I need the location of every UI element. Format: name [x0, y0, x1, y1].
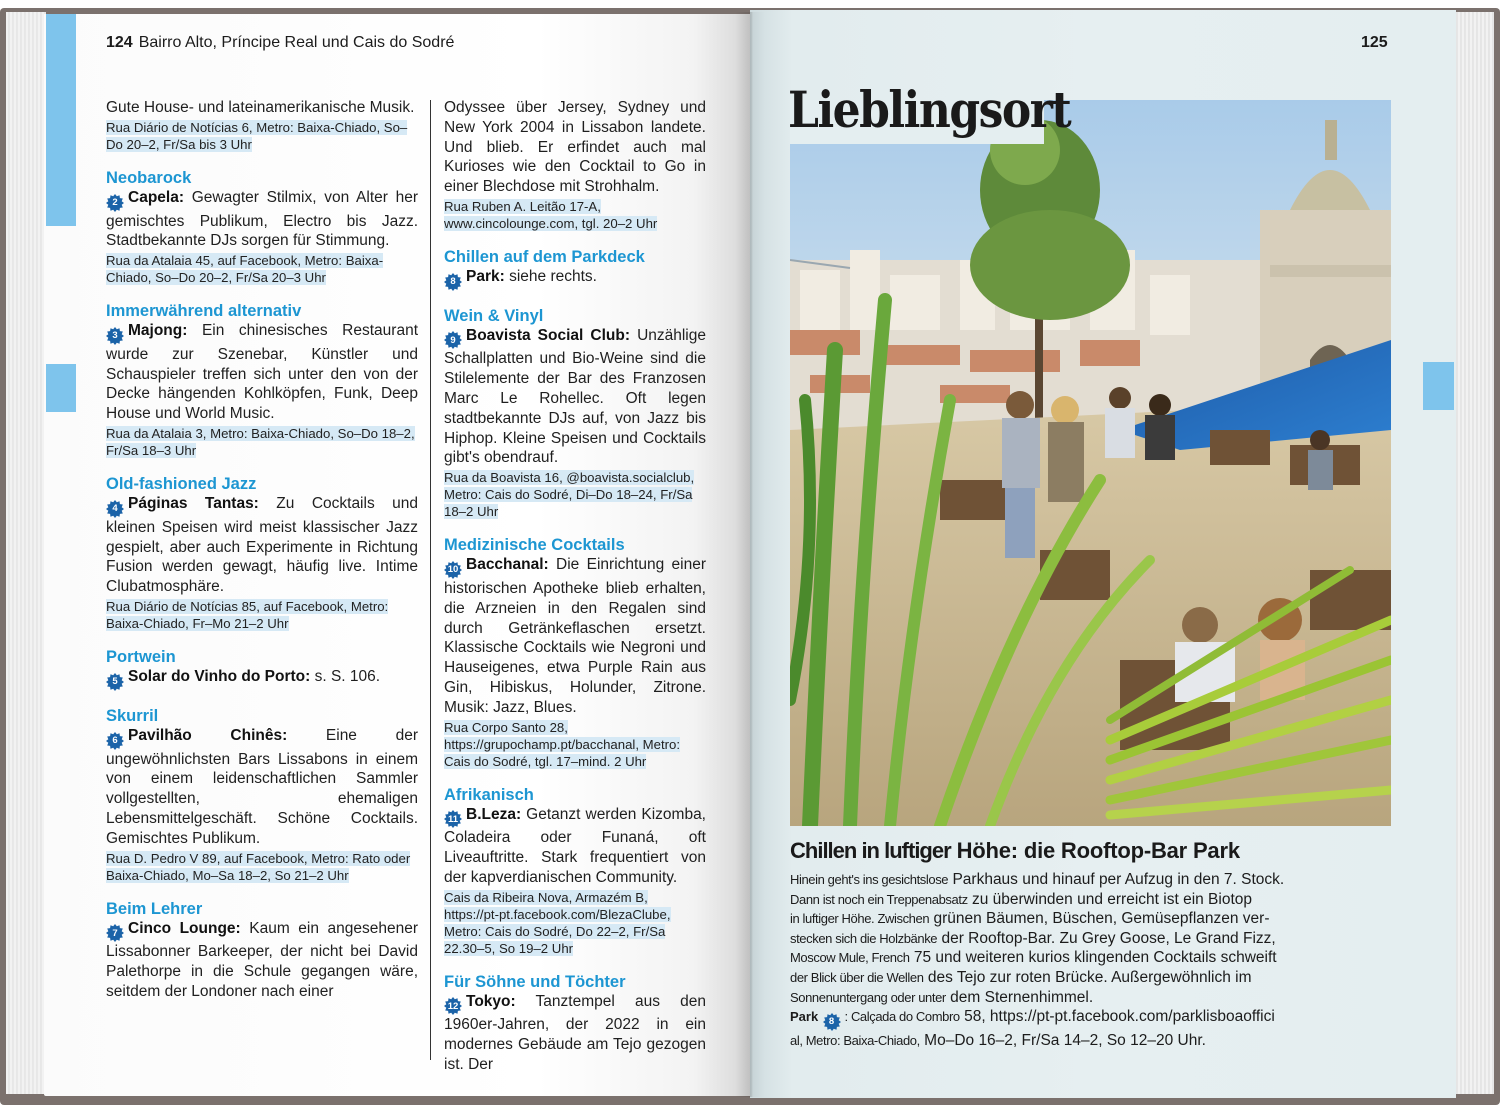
venue-description: Gewagter Stilmix, von Alter her gemischtes Publikum, Electro bis Jazz. Stadtbekannte DJs sorgen für Stimmung. — [106, 188, 419, 250]
venue-entry — [106, 169, 418, 286]
entry-text — [444, 326, 706, 469]
entry-address: Rua da Boavista 16, @boavista.socialclub, Metro: Cais do Sodré, Di–Do 18–24, Fr/Sa 18–2 Uhr — [444, 470, 695, 520]
venue-entry — [106, 707, 418, 884]
entry-category: Immerwährend alternativ — [106, 302, 302, 321]
entry-text — [444, 267, 706, 291]
continued-entry — [444, 98, 706, 232]
venue-name: Pavilhão Chinês: — [128, 726, 288, 744]
entry-address: Rua Ruben A. Leitão 17-A, www.cincolounge.com, tgl. 20–2 Uhr — [444, 198, 658, 231]
entry-address: Rua D. Pedro V 89, auf Facebook, Metro: Rato oder Baixa-Chiado, Mo–Sa 18–2, So 21–2 Uhr — [106, 850, 411, 883]
venue-info-line: Park 8 : Calçada do Combro 58, https://pt-pt.facebook.com/parklisboaoffici al, Metro: Baixa-Chiado, Mo–Do 16–2, Fr/Sa 14–2, So 12–20 Uhr. — [790, 1008, 1275, 1049]
map-marker-badge-icon: 11 — [444, 810, 462, 828]
column-divider — [430, 100, 431, 1060]
map-marker-badge-icon: 8 — [444, 273, 462, 291]
entry-category: Portwein — [106, 648, 176, 667]
entry-address: Rua Diário de Notícias 6, Metro: Baixa-Chiado, So–Do 20–2, Fr/Sa bis 3 Uhr — [106, 119, 408, 152]
column-2 — [444, 98, 706, 1091]
continued-entry — [106, 98, 418, 153]
photo-caption-title: Chillen in luftiger Höhe: die Rooftop-Bar Park — [790, 838, 1240, 863]
venue-entry — [444, 307, 706, 521]
venue-description: siehe rechts. — [509, 267, 597, 285]
entry-text — [106, 321, 418, 424]
venue-name: Boavista Social Club: — [466, 326, 630, 344]
venue-entry — [444, 248, 706, 291]
entry-category: Medizinische Cocktails — [444, 536, 625, 555]
entry-category: Skurril — [106, 706, 159, 725]
venue-name: Park — [790, 1009, 819, 1025]
page-edges-left — [6, 12, 46, 1094]
venue-name: Bacchanal: — [466, 556, 549, 574]
rooftop-bar-photo — [790, 100, 1391, 826]
venue-description: Zu Cocktails und kleinen Speisen wird meist klassischer Jazz gespielt, aber auch Experimente in Richtung Fusion werden gewagt, häufig live. Intime Clubatmosphäre. — [106, 495, 418, 596]
venue-name: Cinco Lounge: — [128, 919, 241, 937]
column-1 — [106, 98, 418, 1018]
chapter-title: Bairro Alto, Príncipe Real und Cais do Sodré — [138, 34, 455, 51]
entry-text — [106, 494, 418, 597]
entry-category: Wein & Vinyl — [444, 306, 544, 325]
entry-text: Odyssee über Jersey, Sydney und New York 2004 in Lissabon landete. Und blieb. Er erfindet auch mal Kurioses wie den Cocktail to Go in einer Blechdose mit Strohhalm. — [444, 99, 706, 196]
entry-category: Für Söhne und Töchter — [444, 972, 626, 991]
map-marker-badge-icon: 12 — [444, 997, 462, 1015]
map-marker-badge-icon: 10 — [444, 561, 462, 579]
map-marker-badge-icon: 5 — [106, 673, 124, 691]
entry-text: Gute House- und lateinamerikanische Musik. — [106, 99, 415, 116]
entry-address: Rua Corpo Santo 28, https://grupochamp.pt/bacchanal, Metro: Cais do Sodré, tgl. 17–mind. 2 Uhr — [444, 719, 681, 769]
venue-entry — [444, 973, 706, 1075]
caption-line: stecken sich die Holzbänke der Rooftop-Bar. Zu Grey Goose, Le Grand Fizz, — [790, 929, 1276, 947]
caption-line: der Blick über die Wellen des Tejo zur roten Brücke. Außergewöhnlich im — [790, 968, 1252, 986]
venue-entry — [444, 786, 706, 957]
entry-category: Old-fashioned Jazz — [106, 475, 257, 494]
venue-entry — [106, 475, 418, 632]
page-number-left: 124 — [106, 34, 133, 51]
section-heading: Lieblingsort — [788, 82, 1071, 140]
entry-text — [106, 919, 418, 1002]
venue-description: Ein chinesisches Restaurant wurde zur Szenebar, Künstler und Schauspieler treffen sich unter den von der Decke hängenden Kohlköpfen, Funk, Deep House und World Music. — [106, 322, 418, 423]
venue-description: Getanzt werden Kizomba, Coladeira oder Funaná, oft Liveauftritte. Stark frequentiert von der kapverdianischen Community. — [444, 805, 706, 886]
thumb-tab-top — [46, 14, 76, 226]
thumb-tab-right — [1423, 362, 1454, 410]
entry-address: Rua da Atalaia 45, auf Facebook, Metro: Baixa-Chiado, So–Do 20–2, Fr/Sa 20–3 Uhr — [106, 253, 384, 286]
venue-entry — [106, 900, 418, 1002]
entry-category: Beim Lehrer — [106, 899, 203, 918]
entry-address: Cais da Ribeira Nova, Armazém B, https://pt-pt.facebook.com/BlezaClube, Metro: Cais do Sodré, Do 22–2, Fr/Sa 22.30–5, So 19–2 Uhr — [444, 889, 671, 956]
map-marker-badge-icon: 8 — [823, 1013, 841, 1031]
caption-line: Dann ist noch ein Treppenabsatz zu überwinden und erreicht ist ein Biotop — [790, 890, 1253, 908]
map-marker-badge-icon: 3 — [106, 327, 124, 345]
thumb-tab-chapter — [46, 364, 76, 412]
entry-text — [106, 726, 418, 849]
caption-line: in luftiger Höhe. Zwischen grünen Bäumen, Büschen, Gemüsepflanzen ver- — [790, 910, 1270, 928]
venue-name: Capela: — [128, 188, 184, 206]
venue-name: B.Leza: — [466, 805, 522, 823]
venue-description: Kaum ein angesehener Lissabonner Barkeeper, der nicht bei David Palethorpe in die Schule gegangen wäre, seitdem der Londoner nach einer — [106, 919, 418, 1000]
map-marker-badge-icon: 7 — [106, 924, 124, 942]
map-marker-badge-icon: 9 — [444, 331, 462, 349]
entry-address: Rua Diário de Notícias 85, auf Facebook, Metro: Baixa-Chiado, Fr–Mo 21–2 Uhr — [106, 599, 389, 632]
venue-entry — [444, 536, 706, 769]
map-marker-badge-icon: 6 — [106, 732, 124, 750]
caption-line: Hinein geht's ins gesichtslose Parkhaus und hinauf per Aufzug in den 7. Stock. — [790, 871, 1285, 888]
entry-text — [444, 555, 706, 717]
page-number-right: 125 — [1361, 34, 1388, 51]
venue-description: Die Einrichtung einer historischen Apotheke blieb erhalten, die Arzneien in den Regalen sind durch Getränkeflaschen ersetzt. Klassische Cocktails wie Negroni und Hauseigenes, etwa Purple Rain aus Gin, Hibiskus, Holunder, Zitrone. Musik: Jazz, Blues. — [444, 556, 706, 716]
entry-category: Chillen auf dem Parkdeck — [444, 247, 645, 266]
venue-name: Solar do Vinho do Porto: — [128, 668, 311, 686]
photo-caption-body — [790, 870, 1360, 1051]
map-marker-badge-icon: 2 — [106, 194, 124, 212]
venue-description: Eine der ungewöhnlichsten Bars Lissabons in einem von einem leidenschaftlichen Sammler vollgestellten, ehemaligen Lebensmittelgeschäft. Schöne Cocktails. Gemischtes Publikum. — [106, 726, 418, 847]
venue-name: Park: — [466, 267, 505, 285]
venue-entry — [106, 648, 418, 691]
venue-description: Tanztempel aus den 1960er-Jahren, der 2022 in ein modernes Gebäude am Tejo gezogen ist. Der — [444, 992, 706, 1074]
venue-description: s. S. 106. — [314, 668, 381, 686]
entry-text — [444, 992, 706, 1075]
caption-line: Moscow Mule, French 75 und weiteren kurios klingenden Cocktails schweift — [790, 949, 1277, 967]
venue-description: Unzählige Schallplatten und Bio-Weine sind die Stilelemente der Bar des Franzosen Marc Le Rohellec. Oft legen stadtbekannte DJs auf, von Jazz bis Hiphop. Kleine Speisen und Cocktails gibt's obendrauf. — [444, 326, 706, 467]
caption-line: Sonnenuntergang oder unter dem Sternenhimmel. — [790, 988, 1094, 1006]
venue-name: Tokyo: — [466, 992, 516, 1010]
venue-entry — [106, 302, 418, 459]
running-head — [106, 34, 454, 52]
entry-text — [106, 188, 418, 251]
page-edges-right — [1450, 12, 1494, 1094]
map-marker-badge-icon: 4 — [106, 500, 124, 518]
entry-text — [106, 667, 418, 691]
entry-category: Neobarock — [106, 168, 192, 187]
entry-address: Rua da Atalaia 3, Metro: Baixa-Chiado, So–Do 18–2, Fr/Sa 18–3 Uhr — [106, 426, 415, 459]
entry-category: Afrikanisch — [444, 785, 534, 804]
venue-name: Majong: — [128, 322, 188, 340]
entry-text — [444, 805, 706, 888]
venue-name: Páginas Tantas: — [128, 495, 259, 513]
